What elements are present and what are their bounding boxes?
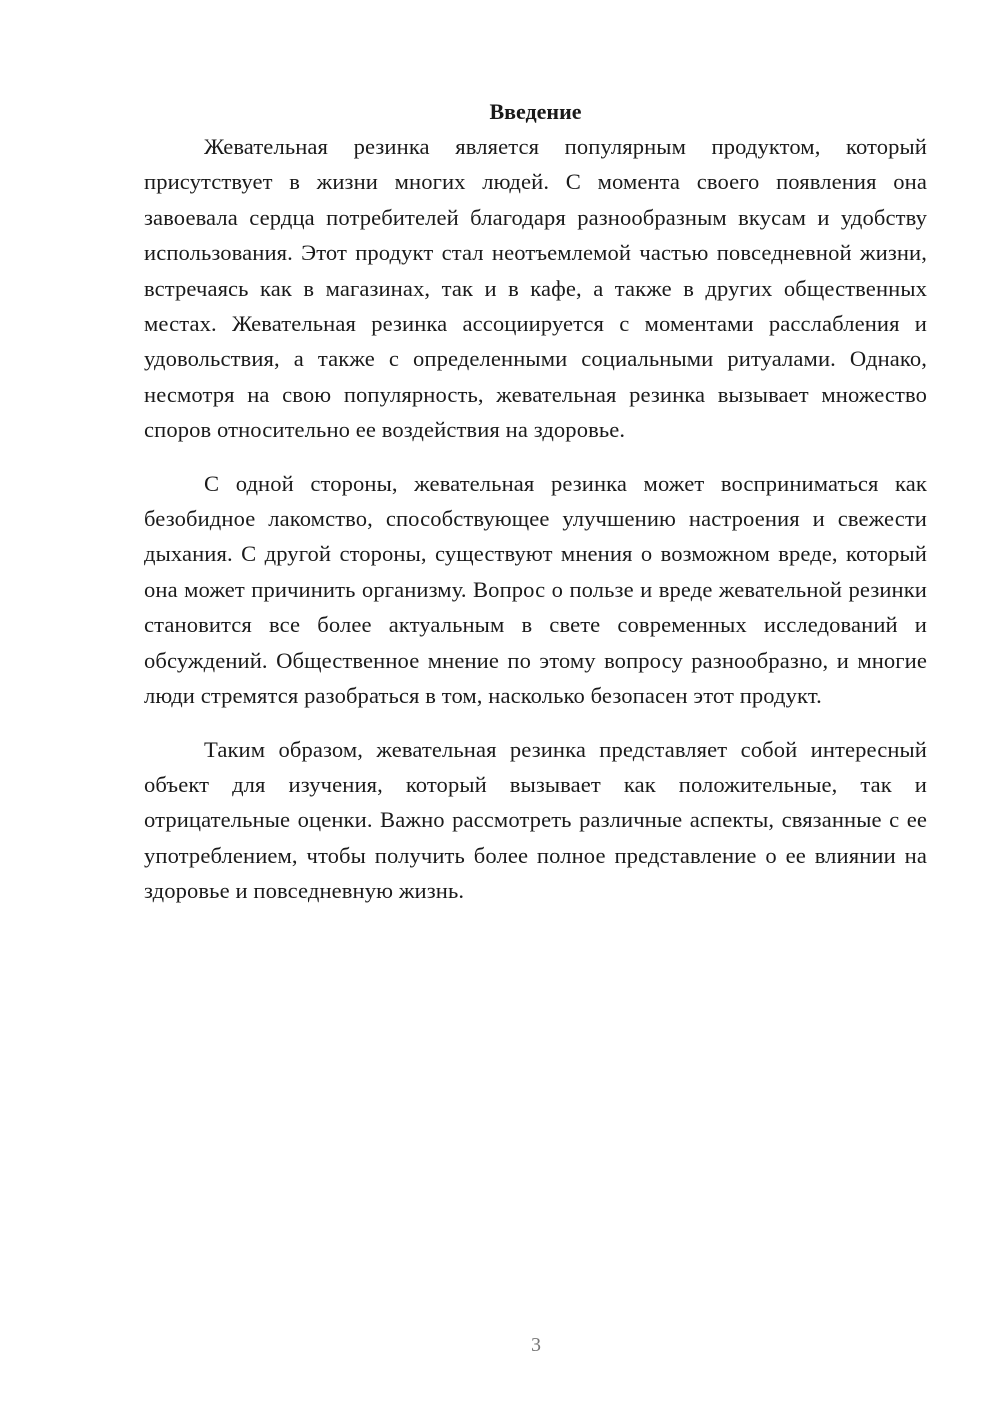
paragraph-1: Жевательная резинка является популярным продуктом, который присутствует в жизни многих людей. С момента своего появления она завоевала сердца потребителей благодаря разнообразным вкусам и удобству использования. Этот продукт стал неотъемлемой частью повседневной жизни, встречаясь как в магазинах, так и в кафе, а также в других общественных местах. Жевательная резинка ассоциируется с моментами расслабления и удовольствия, а также с определенными социальными ритуалами. Однако, несмотря на свою популярность, жевательная резинка вызывает множество споров относительно ее воздействия на здоровье.: [144, 134, 927, 443]
document-body: [144, 97, 927, 927]
section-heading: Введение: [489, 99, 582, 124]
page-number: 3: [531, 1334, 541, 1356]
paragraph-2: С одной стороны, жевательная резинка может восприниматься как безобидное лакомство, способствующее улучшению настроения и свежести дыхания. С другой стороны, существуют мнения о возможном вреде, который она может причинить организму. Вопрос о пользе и вреде жевательной резинки становится все более актуальным в свете современных исследований и обсуждений. Общественное мнение по этому вопросу разнообразно, и многие люди стремятся разобраться в том, насколько безопасен этот продукт.: [144, 470, 927, 709]
paragraph-3: Таким образом, жевательная резинка представляет собой интересный объект для изучения, который вызывает как положительные, так и отрицательные оценки. Важно рассмотреть различные аспекты, связанные с ее употреблением, чтобы получить более полное представление о ее влиянии на здоровье и повседневную жизнь.: [144, 736, 927, 904]
